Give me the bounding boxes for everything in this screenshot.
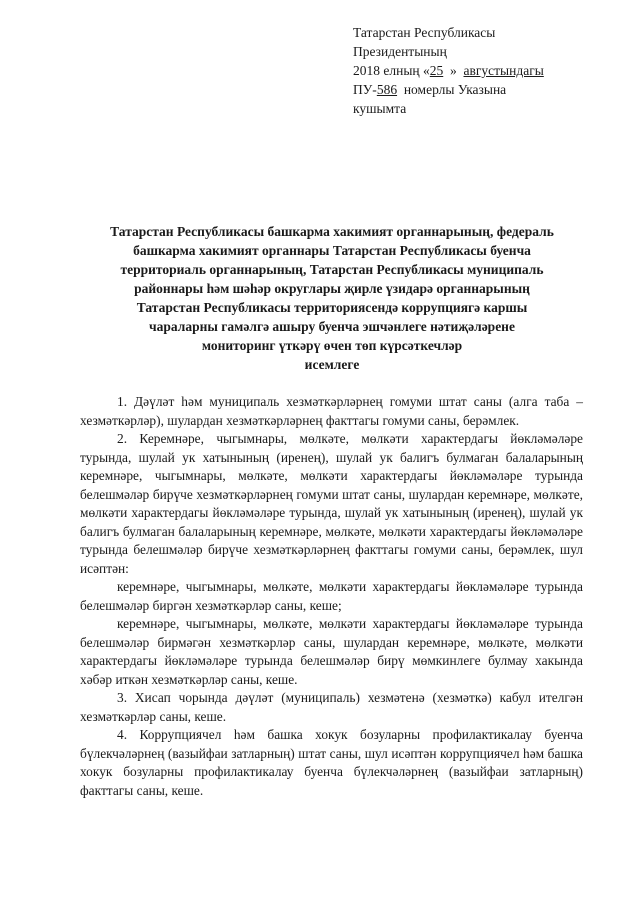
paragraph-1: 1. Дәүләт һәм муниципаль хезмәткәрләрнең гомуми штат саны (алга таба – хезмәткәрләр), шулардан хезмәткәрләрнең факттагы гомуми саны, берәмлек. [80,394,583,428]
appendix-header [353,23,613,118]
title-line: чараларны гамәлгә ашыру буенча эшчәнлеге нәтиҗәләрене [149,319,515,334]
document-body [80,393,583,800]
paragraph-4: 4. Коррупциячел һәм башка хокук бозуларны профилактикалау буенча бүлекчәләрнең (вазыйфаи затларның) штат саны, шул исәптән коррупциячел һәм башка хокук бозуларны профилактикалау буенча бүлекчәләрнең (вазыйфаи затларның) факттагы саны, кеше. [80,727,583,798]
header-line-4 [353,80,613,99]
header-date-month: августындагы [463,63,544,78]
title-line: районнары һәм шәһәр округлары җирле үзидарә органнарының [134,281,530,296]
header-date-day: 25 [429,63,444,78]
title-line: башкарма хакимият органнары Татарстан Республикасы буенча [133,243,531,258]
header-line-3 [353,61,613,80]
header-line-2: Президентының [353,44,447,59]
title-line: исемлеге [304,357,360,372]
title-line: мониторинг үткәрү өчен төп күрсәткечләр [201,338,463,353]
paragraph-2-sub-2: керемнәре, чыгымнары, мөлкәте, мөлкәти характердагы йөкләмәләре турында белешмәләр бирмәгән хезмәткәрләр саны, шулардан керемнәре, мөлкәте, мөлкәти характердагы йөкләмәләре турында белешмәләр бирү мөмкинлеге булмау хакында хәбәр иткән хезмәткәрләр саны, кеше. [80,616,583,687]
paragraph-2: 2. Керемнәре, чыгымнары, мөлкәте, мөлкәти характердагы йөкләмәләре турында, шулай ук хатынының (иренең), шулай ук балигъ булмаган балаларының керемнәре, чыгымнары, мөлкәте, мөлкәти характердагы йөкләмәләре турында белешмәләр бирүче хезмәткәрләрнең гомуми штат саны, шулардан керемнәре, мөлкәте, мөлкәти характердагы йөкләмәләре турында, шулай ук хатынының (иренең), шулай ук балигъ булмаган балаларының керемнәре, мөлкәте, мөлкәти характердагы йөкләмәләре турында белешмәләр бирүче хезмәткәрләрнең факттагы гомуми саны, берәмлек, шул исәптән: [80,431,583,576]
document-title [72,222,592,374]
header-date-mid: » [450,63,457,78]
header-decree-prefix: ПУ- [353,82,377,97]
header-date-prefix: 2018 елның « [353,63,430,78]
header-decree-suffix: номерлы Указына [403,82,507,97]
header-line-5: кушымта [353,101,407,116]
header-line-1: Татарстан Республикасы [353,25,496,40]
paragraph-2-sub-1: керемнәре, чыгымнары, мөлкәте, мөлкәти характердагы йөкләмәләре турында белешмәләр биргән хезмәткәрләр саны, кеше; [80,579,583,613]
paragraph-3: 3. Хисап чорында дәүләт (муниципаль) хезмәтенә (хезмәткә) кабул ителгән хезмәткәрләр саны, кеше. [80,690,583,724]
header-decree-number: 586 [376,82,398,97]
title-line: территориаль органнарының, Татарстан Республикасы муниципаль [120,262,544,277]
title-line: Татарстан Республикасы территориясендә коррупциягә каршы [136,300,528,315]
title-line: Татарстан Республикасы башкарма хакимият органнарының, федераль [110,224,554,239]
